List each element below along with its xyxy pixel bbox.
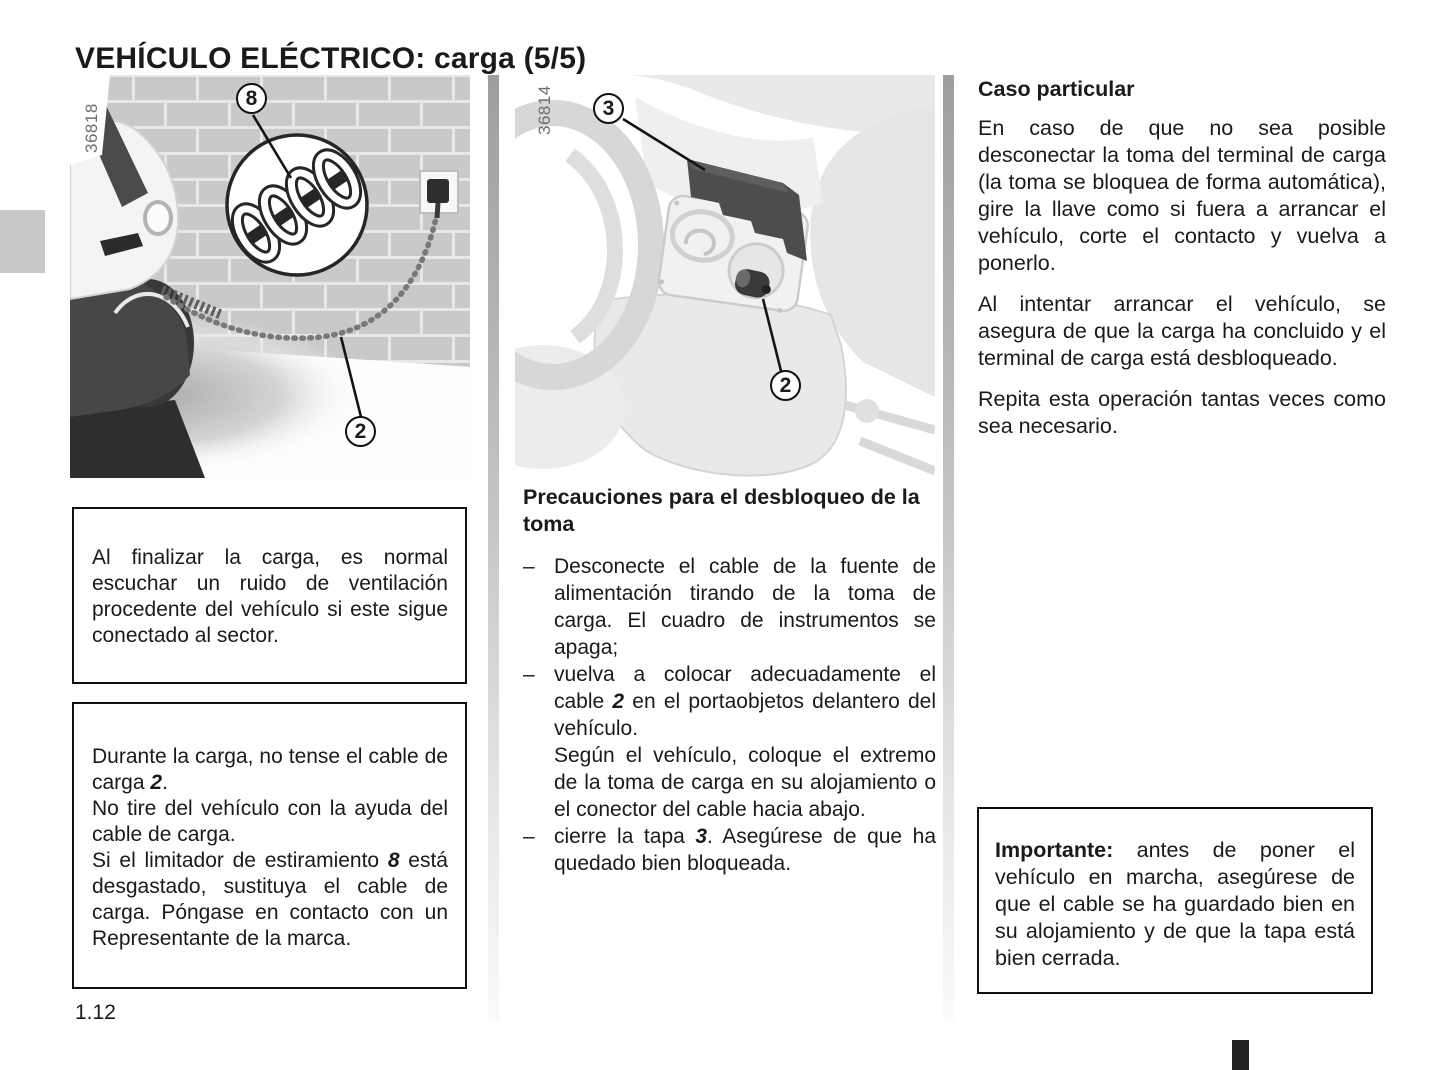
- precautions-section: [523, 484, 936, 877]
- note-text: Si el limitador de estiramiento: [92, 849, 388, 872]
- bullet-continuation: Según el vehículo, coloque el extremo de la toma de carga en su alojamiento o el conector del cable hacia abajo.: [554, 744, 936, 821]
- particular-case-section: [978, 76, 1386, 454]
- note-text: Al finalizar la carga, es normal escuchar un ruido de ventilación procedente del vehículo si este sigue conectado al sector.: [92, 546, 448, 647]
- bullet-text: [554, 823, 936, 877]
- item-number-ref: 3: [695, 825, 708, 848]
- column-separator: [943, 75, 954, 1020]
- figure-storage-compartment-illustration: [515, 75, 935, 478]
- important-note-box: [977, 807, 1373, 994]
- print-registration-mark: [1232, 1040, 1249, 1070]
- bullet-item: [523, 553, 936, 661]
- bullet-text-segment: vuelva a colocar adecuadamente el cable: [554, 663, 936, 713]
- figure-charging-cable-illustration: [70, 75, 470, 478]
- note-text: No tire del vehículo con la ayuda del cable de carga.: [92, 797, 448, 846]
- note-box-ventilation: [72, 507, 467, 684]
- callout-3-flap: [593, 93, 624, 124]
- item-number-ref: 2: [150, 771, 163, 794]
- wall-socket: [420, 171, 458, 218]
- important-text: antes de poner el vehículo en marcha, asegúrese de que el cable se ha guardado bien en su alojamiento y de que la tapa está bien cerrada.: [995, 838, 1355, 970]
- column-separator: [488, 75, 499, 1020]
- note-text: .: [162, 771, 168, 794]
- callout-8-stretch-limiter: [236, 83, 267, 114]
- bullet-dash: –: [523, 555, 535, 578]
- paragraph: Al intentar arrancar el vehículo, se asegura de que la carga ha concluido y el terminal de carga está desbloqueado.: [978, 292, 1386, 370]
- note-text: Durante la carga, no tense el cable de carga: [92, 745, 448, 794]
- bullet-item: [523, 661, 936, 742]
- bullet-text-segment: cierre la tapa: [554, 825, 696, 848]
- callout-2-connector: [770, 370, 801, 401]
- callout-label: 2: [779, 373, 792, 397]
- steering-wheel: [515, 113, 651, 377]
- bullet-text-segment: en el portaobjetos delantero del vehículo.: [554, 690, 936, 740]
- figure-ref-number: 36814: [535, 85, 554, 135]
- particular-case-heading: Caso particular: [978, 77, 1135, 101]
- page-title: VEHÍCULO ELÉCTRICO: carga (5/5): [75, 42, 587, 76]
- bullet-dash: –: [523, 663, 535, 686]
- item-number-ref: 8: [387, 849, 400, 872]
- paragraph: En caso de que no sea posible desconectar la toma del terminal de carga (la toma se bloquea de forma automática), gire la llave como si fuera a arrancar el vehículo, corte el contacto y vuelva a ponerlo.: [978, 116, 1386, 275]
- bullet-text: [554, 661, 936, 742]
- figure-charging-cable-wall: [70, 75, 470, 478]
- callout-label: 3: [602, 96, 615, 120]
- figure-ref-number: 36818: [82, 103, 101, 153]
- figure-storage-compartment: [515, 75, 935, 478]
- bullet-dash: –: [523, 825, 535, 848]
- magnifier-coil-detail: [227, 135, 367, 275]
- note-text: está desgastado, sustituya el cable de carga. Póngase en contacto con un Representante de la marca.: [92, 849, 448, 950]
- precautions-heading: Precauciones para el desbloqueo de la toma: [523, 485, 920, 536]
- note-box-cable-warning: [72, 702, 467, 989]
- item-number-ref: 2: [612, 690, 625, 713]
- bullet-text-segment: . Asegúrese de que ha quedado bien bloqueada.: [554, 825, 936, 875]
- bullet-text: Desconecte el cable de la fuente de alimentación tirando de la toma de carga. El cuadro de instrumentos se apaga;: [554, 555, 936, 659]
- bullet-item: [523, 823, 936, 877]
- paragraph: Repita esta operación tantas veces como sea necesario.: [978, 387, 1386, 438]
- page-number: 1.12: [75, 1001, 116, 1024]
- callout-2-charging-cable: [345, 416, 376, 447]
- callout-label: 2: [354, 419, 367, 443]
- callout-label: 8: [245, 86, 258, 110]
- section-edge-tab: [0, 210, 45, 273]
- important-label: Importante:: [995, 838, 1114, 862]
